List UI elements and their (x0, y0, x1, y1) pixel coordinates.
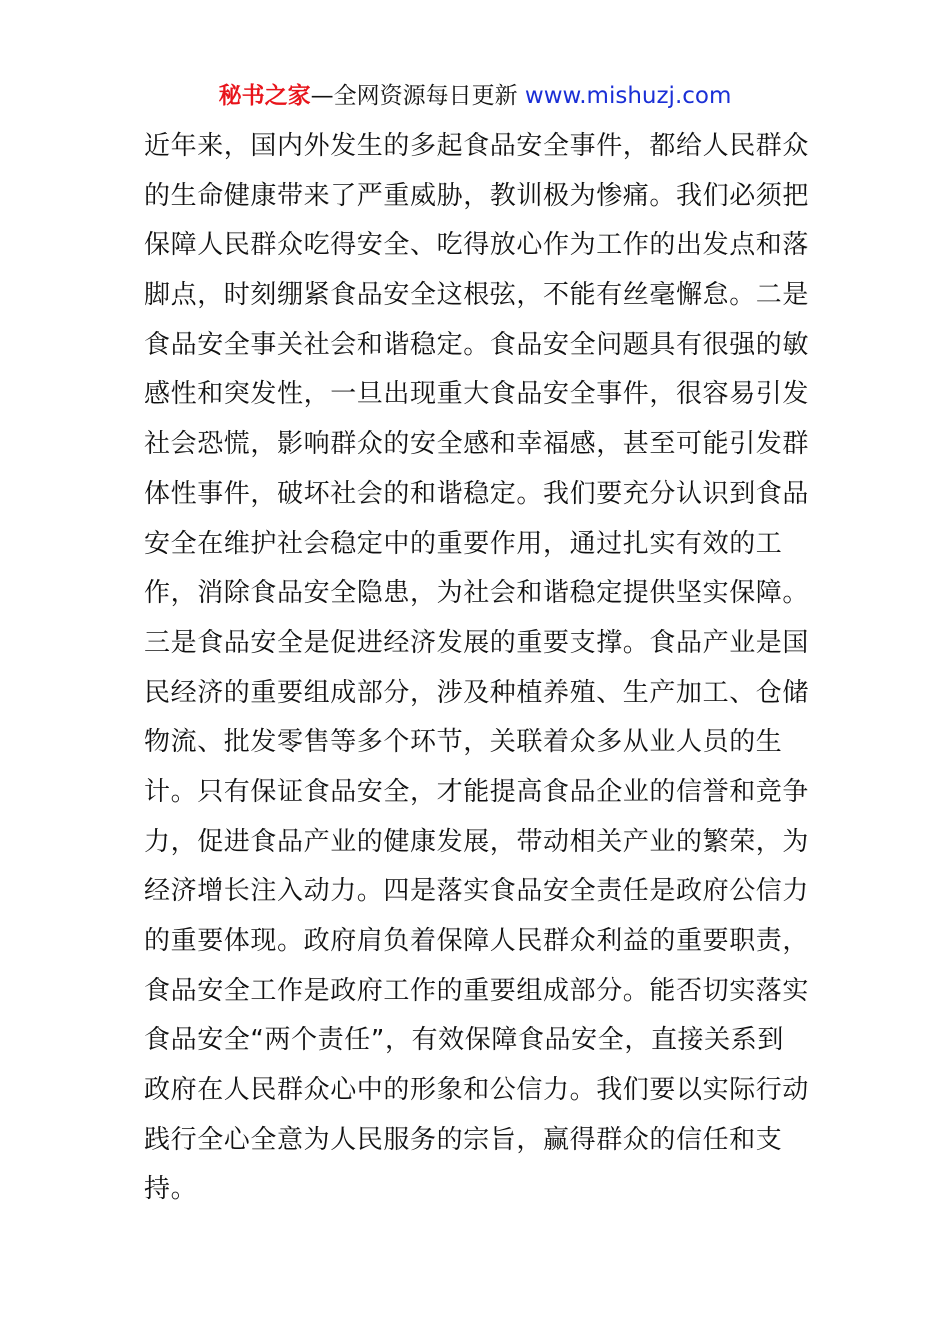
text-line: 计。只有保证食品安全，才能提高食品企业的信誉和竞争 (144, 776, 810, 807)
text-line: 安全在维护社会稳定中的重要作用，通过扎实有效的工 (144, 528, 783, 559)
text-line: 脚点，时刻绷紧食品安全这根弦，不能有丝毫懈怠。二是 (144, 280, 810, 311)
text-line: 食品安全工作是政府工作的重要组成部分。能否切实落实 (144, 975, 810, 1006)
text-line: 食品安全事关社会和谐稳定。食品安全问题具有很强的敏 (144, 329, 810, 360)
text-line: 的重要体现。政府肩负着保障人民群众利益的重要职责， (144, 926, 810, 956)
site-header (0, 80, 950, 112)
text-line: 持。 (144, 1174, 198, 1205)
text-line: 物流、批发零售等多个环节，关联着众多从业人员的生 (144, 727, 783, 758)
text-line: 践行全心全意为人民服务的宗旨，赢得群众的信任和支 (144, 1124, 783, 1155)
text-line: 近年来，国内外发生的多起食品安全事件，都给人民群众 (144, 131, 810, 161)
brand-name: 秘书之家 (218, 83, 311, 109)
body-text (144, 122, 814, 1215)
text-line: 政府在人民群众心中的形象和公信力。我们要以实际行动 (144, 1075, 810, 1106)
text-line: 体性事件，破坏社会的和谐稳定。我们要充分认识到食品 (144, 478, 810, 509)
text-line: 保障人民群众吃得安全、吃得放心作为工作的出发点和落 (144, 230, 810, 261)
text-line: 食品安全“两个责任”，有效保障食品安全，直接关系到 (144, 1025, 784, 1056)
site-url-link[interactable]: www.mishuzj.com (524, 83, 732, 109)
text-line: 感性和突发性，一旦出现重大食品安全事件，很容易引发 (144, 379, 810, 410)
header-tagline: —全网资源每日更新 (310, 83, 518, 109)
text-line: 作，消除食品安全隐患，为社会和谐稳定提供坚实保障。 (144, 578, 810, 609)
text-line: 的生命健康带来了严重威胁，教训极为惨痛。我们必须把 (144, 180, 810, 211)
text-line: 民经济的重要组成部分，涉及种植养殖、生产加工、仓储 (144, 677, 810, 708)
text-line: 经济增长注入动力。四是落实食品安全责任是政府公信力 (144, 876, 810, 907)
text-line: 三是食品安全是促进经济发展的重要支撑。食品产业是国 (144, 627, 810, 658)
text-line: 力，促进食品产业的健康发展，带动相关产业的繁荣，为 (144, 826, 810, 857)
text-line: 社会恐慌，影响群众的安全感和幸福感，甚至可能引发群 (144, 429, 810, 460)
